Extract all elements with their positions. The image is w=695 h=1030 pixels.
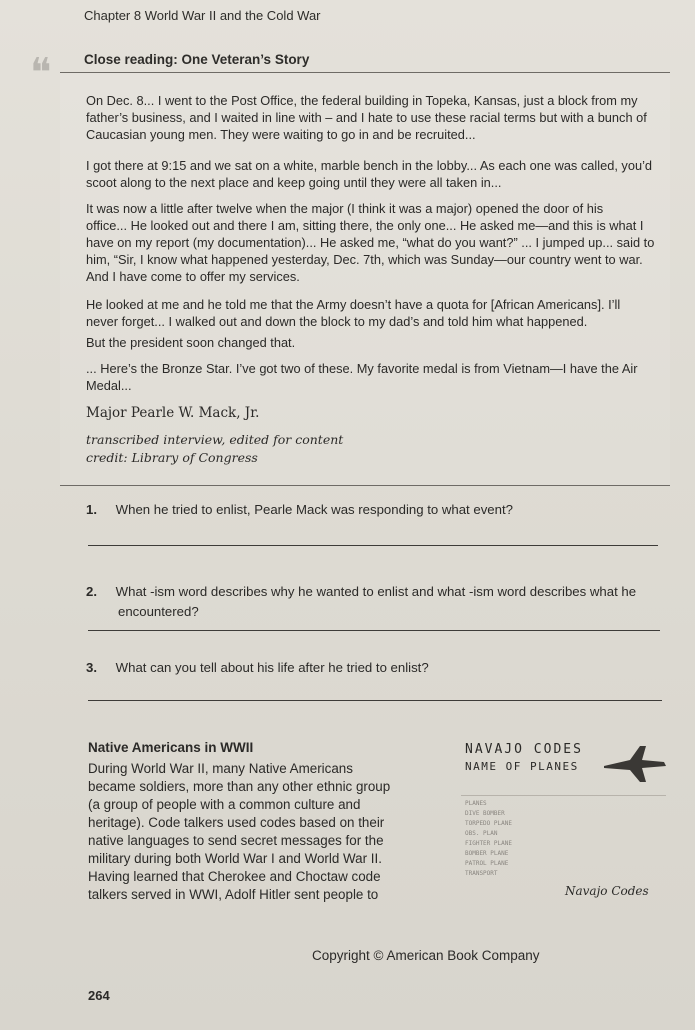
question-text-continued: encountered? xyxy=(118,604,199,619)
interview-caption: transcribed interview, edited for content xyxy=(86,432,344,447)
navajo-codes-image xyxy=(455,740,670,890)
answer-line-2[interactable] xyxy=(88,630,660,631)
code-entry: BOMBER PLANE xyxy=(465,850,509,857)
reading-line: And I have come to offer my services. xyxy=(86,269,300,284)
navajo-codes-table xyxy=(461,795,666,888)
code-entry: TRANSPORT xyxy=(465,870,498,877)
reading-line: have on my report (my documentation)... He asked me, “what do you want?” ... I jumped up... said to xyxy=(86,235,655,250)
chapter-header: Chapter 8 World War II and the Cold War xyxy=(84,8,321,23)
quote-mark-icon: ❝ xyxy=(30,50,52,96)
reading-line: never forget... I walked out and down the block to my dad’s and told him what happened. xyxy=(86,314,588,329)
code-entry: PLANES xyxy=(465,800,487,807)
body-line: talkers served in WWI, Adolf Hitler sent people to xyxy=(88,887,379,902)
question-number: 2. xyxy=(86,584,97,599)
reading-line: I got there at 9:15 and we sat on a white, marble bench in the lobby... As each one was called, you’d xyxy=(86,158,653,173)
navajo-codes-subtitle: NAME OF PLANES xyxy=(465,760,579,773)
page-number: 264 xyxy=(88,988,110,1003)
reading-line: Medal... xyxy=(86,378,132,393)
reading-line: It was now a little after twelve when the major (I think it was a major) opened the door of his xyxy=(86,201,604,216)
credit-caption: credit: Library of Congress xyxy=(86,450,258,465)
body-line: military during both World War I and World War II. xyxy=(88,851,382,866)
code-entry: OBS. PLAN xyxy=(465,830,498,837)
body-line: (a group of people with a common culture and xyxy=(88,797,361,812)
native-americans-heading: Native Americans in WWII xyxy=(88,740,254,755)
question-number: 1. xyxy=(86,502,97,517)
reading-paragraph-4 xyxy=(86,296,656,330)
reading-line: But the president soon changed that. xyxy=(86,335,296,350)
question-text: When he tried to enlist, Pearle Mack was responding to what event? xyxy=(115,502,513,517)
reading-line: On Dec. 8... I went to the Post Office, the federal building in Topeka, Kansas, just a block from my xyxy=(86,93,638,108)
body-line: became soldiers, more than any other ethnic group xyxy=(88,779,391,794)
reading-line: office... He looked out and there I am, sitting there, the only one... He asked me—and this is what I xyxy=(86,218,644,233)
question-2 xyxy=(86,582,666,622)
question-text: What can you tell about his life after he tried to enlist? xyxy=(115,660,429,675)
reading-paragraph-5 xyxy=(86,334,656,351)
reading-paragraph-1 xyxy=(86,92,656,143)
reading-line: father’s business, and I waited in line with – and I hate to use these racial terms but with a bunch of xyxy=(86,110,647,125)
reading-paragraph-6 xyxy=(86,360,656,394)
reading-line: scoot along to the next place and keep going until they were all taken in... xyxy=(86,175,502,190)
body-line: During World War II, many Native Americans xyxy=(88,761,353,776)
reading-line: Caucasian young men. They were waiting to go in and be recruited... xyxy=(86,127,476,142)
code-entry: DIVE BOMBER xyxy=(465,810,505,817)
reading-line: He looked at me and he told me that the Army doesn’t have a quota for [African Americans]. I’ll xyxy=(86,297,621,312)
reading-paragraph-3 xyxy=(86,200,656,285)
native-americans-body xyxy=(88,760,448,904)
reading-line: him, “Sir, I know what happened yesterday, Dec. 7th, which was Sunday—our country went to war. xyxy=(86,252,643,267)
copyright-notice: Copyright © American Book Company xyxy=(312,948,540,963)
answer-line-1[interactable] xyxy=(88,545,658,546)
question-1 xyxy=(86,500,666,520)
question-text: What -ism word describes why he wanted to enlist and what -ism word describes what he xyxy=(115,584,637,599)
navajo-codes-title: NAVAJO CODES xyxy=(465,742,583,757)
code-entry: PATROL PLANE xyxy=(465,860,509,867)
navajo-codes-caption: Navajo Codes xyxy=(565,884,649,898)
body-line: native languages to send secret messages for the xyxy=(88,833,384,848)
question-3 xyxy=(86,658,666,678)
section-title: Close reading: One Veteran’s Story xyxy=(84,52,310,67)
plane-icon xyxy=(600,740,668,788)
code-entry: FIGHTER PLANE xyxy=(465,840,512,847)
body-line: heritage). Code talkers used codes based on their xyxy=(88,815,385,830)
reading-line: ... Here’s the Bronze Star. I’ve got two of these. My favorite medal is from Vietnam—I have the Air xyxy=(86,361,638,376)
reading-paragraph-2 xyxy=(86,157,656,191)
question-number: 3. xyxy=(86,660,97,675)
body-line: Having learned that Cherokee and Choctaw code xyxy=(88,869,381,884)
answer-line-3[interactable] xyxy=(88,700,662,701)
code-entry: TORPEDO PLANE xyxy=(465,820,512,827)
interview-signature: Major Pearle W. Mack, Jr. xyxy=(86,405,260,421)
